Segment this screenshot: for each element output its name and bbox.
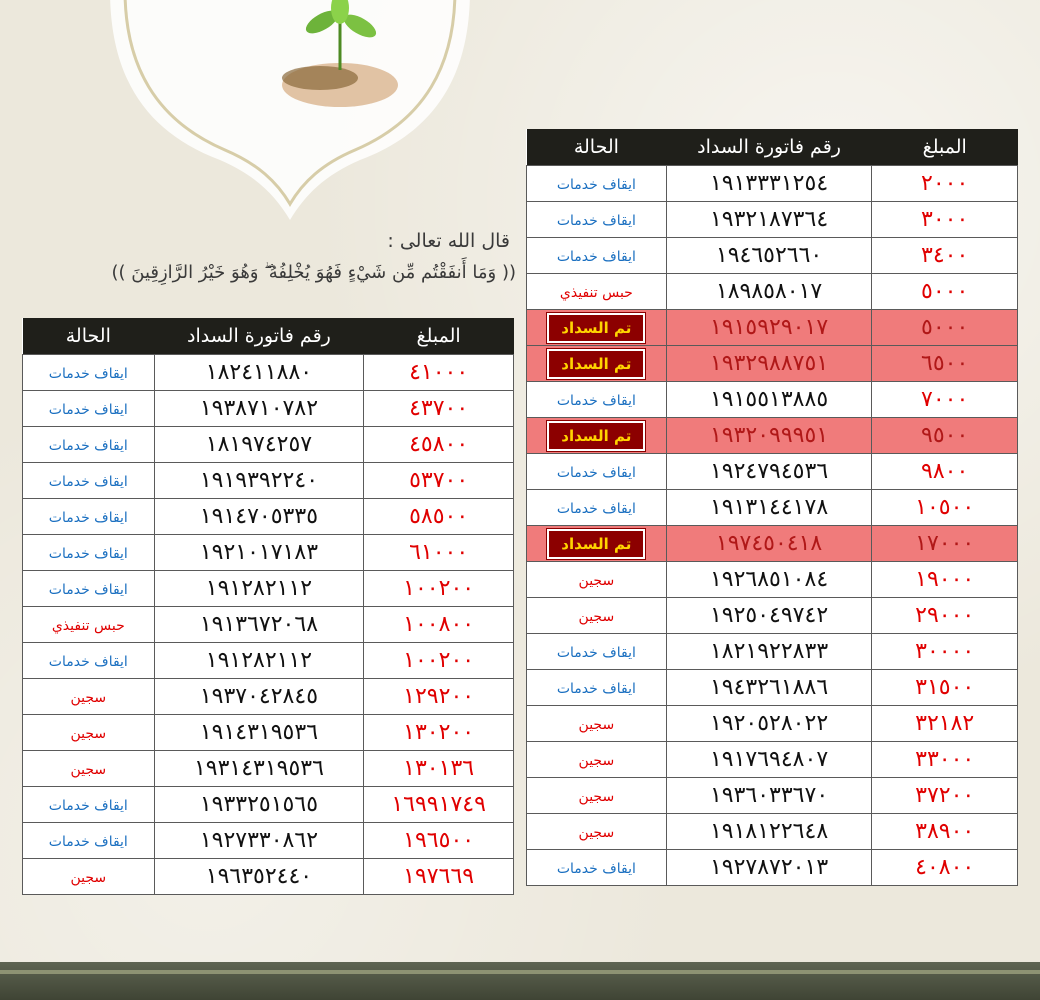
status-label: ايقاف خدمات	[48, 366, 128, 382]
status-cell	[527, 310, 667, 346]
amount-cell: ٥٠٠٠	[872, 310, 1018, 346]
amount-cell: ٣٧٢٠٠	[872, 778, 1018, 814]
status-cell	[23, 715, 155, 751]
invoice-cell: ١٩٣٢٩٨٨٧٥١	[666, 346, 872, 382]
status-label: حبس تنفيذي	[559, 285, 633, 301]
amount-cell: ٣٢١٨٢	[872, 706, 1018, 742]
invoice-cell: ١٩٢٧٨٧٢٠١٣	[666, 850, 872, 886]
status-label: ايقاف خدمات	[48, 582, 128, 598]
status-label: ايقاف خدمات	[556, 501, 636, 517]
status-cell	[23, 607, 155, 643]
table-row	[23, 463, 514, 499]
status-cell	[527, 166, 667, 202]
table-row	[527, 490, 1018, 526]
header-status: الحالة	[527, 129, 667, 166]
amount-cell: ١٠٠٨٠٠	[364, 607, 514, 643]
table-row	[527, 850, 1018, 886]
amount-cell: ٣٠٠٠	[872, 202, 1018, 238]
status-label: ايقاف خدمات	[556, 177, 636, 193]
table-row	[527, 634, 1018, 670]
invoice-cell: ١٩٧٤٥٠٤١٨	[666, 526, 872, 562]
status-label: سجين	[578, 717, 615, 733]
header-invoice: رقم فاتورة السداد	[154, 318, 364, 355]
invoice-cell: ١٩١٢٨٢١١٢	[154, 643, 364, 679]
table-body	[23, 355, 514, 895]
invoice-cell: ١٩٣٨٧١٠٧٨٢	[154, 391, 364, 427]
status-label: ايقاف خدمات	[556, 861, 636, 877]
invoice-cell: ١٩٣٢١٨٧٣٦٤	[666, 202, 872, 238]
invoice-cell: ١٩١٣٦٧٢٠٦٨	[154, 607, 364, 643]
table-row	[23, 643, 514, 679]
status-cell	[23, 787, 155, 823]
status-label: ايقاف خدمات	[48, 474, 128, 490]
amount-cell: ٢٠٠٠	[872, 166, 1018, 202]
status-cell	[23, 427, 155, 463]
paid-badge: تم السداد	[547, 313, 645, 343]
status-label: ايقاف خدمات	[556, 681, 636, 697]
invoice-cell: ١٩١٨١٢٢٦٤٨	[666, 814, 872, 850]
amount-cell: ٣٤٠٠	[872, 238, 1018, 274]
amount-cell: ١٩٦٥٠٠	[364, 823, 514, 859]
invoice-cell: ١٩١٣١٤٤١٧٨	[666, 490, 872, 526]
status-label: ايقاف خدمات	[556, 213, 636, 229]
footer-stripe	[0, 970, 1040, 974]
invoice-cell: ١٩١٤٧٠٥٣٣٥	[154, 499, 364, 535]
amount-cell: ٩٥٠٠	[872, 418, 1018, 454]
status-label: سجين	[578, 573, 615, 589]
invoice-cell: ١٩٦٣٥٢٤٤٠	[154, 859, 364, 895]
amount-cell: ٥٠٠٠	[872, 274, 1018, 310]
status-label: ايقاف خدمات	[48, 402, 128, 418]
invoice-cell: ١٩٢٧٣٣٠٨٦٢	[154, 823, 364, 859]
header-status: الحالة	[23, 318, 155, 355]
status-cell	[23, 391, 155, 427]
status-cell	[527, 742, 667, 778]
status-cell	[527, 706, 667, 742]
table-row	[527, 238, 1018, 274]
table-body	[527, 166, 1018, 886]
status-label: ايقاف خدمات	[48, 834, 128, 850]
invoice-cell: ١٩٣٣٢٥١٥٦٥	[154, 787, 364, 823]
amount-cell: ١٣٠١٣٦	[364, 751, 514, 787]
status-cell	[527, 238, 667, 274]
amount-cell: ٥٣٧٠٠	[364, 463, 514, 499]
payments-table-right	[526, 129, 1018, 886]
table-row	[527, 166, 1018, 202]
header-amount: المبلغ	[872, 129, 1018, 166]
table-header-row	[23, 318, 514, 355]
status-label: ايقاف خدمات	[48, 798, 128, 814]
status-cell	[527, 778, 667, 814]
status-cell	[527, 670, 667, 706]
status-cell	[23, 859, 155, 895]
table-row	[527, 310, 1018, 346]
status-cell	[527, 382, 667, 418]
status-label: ايقاف خدمات	[556, 393, 636, 409]
table-row	[23, 751, 514, 787]
status-cell	[23, 463, 155, 499]
invoice-cell: ١٨٩٨٥٨٠١٧	[666, 274, 872, 310]
status-label: سجين	[578, 609, 615, 625]
invoice-cell: ١٨١٩٧٤٢٥٧	[154, 427, 364, 463]
status-cell	[23, 355, 155, 391]
table-row	[527, 670, 1018, 706]
invoice-cell: ١٩٢٥٠٤٩٧٤٢	[666, 598, 872, 634]
invoice-cell: ١٩٢٤٧٩٤٥٣٦	[666, 454, 872, 490]
amount-cell: ١٠٥٠٠	[872, 490, 1018, 526]
amount-cell: ١٧٠٠٠	[872, 526, 1018, 562]
status-label: ايقاف خدمات	[556, 465, 636, 481]
invoice-cell: ١٨٢١٩٢٢٨٣٣	[666, 634, 872, 670]
table-row	[527, 418, 1018, 454]
invoice-cell: ١٩٣٢٠٩٩٩٥١	[666, 418, 872, 454]
paid-badge: تم السداد	[547, 349, 645, 379]
paid-badge: تم السداد	[547, 529, 645, 559]
status-label: سجين	[578, 789, 615, 805]
amount-cell: ٦١٠٠٠	[364, 535, 514, 571]
status-label: سجين	[70, 690, 107, 706]
table-row	[527, 202, 1018, 238]
invoice-cell: ١٩٢١٠١٧١٨٣	[154, 535, 364, 571]
footer-band	[0, 962, 1040, 1000]
amount-cell: ١٢٩٢٠٠	[364, 679, 514, 715]
table-row	[527, 598, 1018, 634]
status-label: سجين	[70, 870, 107, 886]
decorative-arch-with-plant-icon	[70, 0, 510, 230]
invoice-cell: ١٩٣٧٠٤٢٨٤٥	[154, 679, 364, 715]
status-label: ايقاف خدمات	[556, 645, 636, 661]
status-cell	[527, 598, 667, 634]
table-row	[527, 742, 1018, 778]
status-label: ايقاف خدمات	[556, 249, 636, 265]
status-label: سجين	[578, 753, 615, 769]
status-cell	[23, 643, 155, 679]
table-row	[23, 427, 514, 463]
status-cell	[23, 499, 155, 535]
table-header-row	[527, 129, 1018, 166]
table-row	[527, 526, 1018, 562]
invoice-cell: ١٩١٥٥١٣٨٨٥	[666, 382, 872, 418]
table-row	[527, 814, 1018, 850]
table-row	[527, 562, 1018, 598]
amount-cell: ٩٨٠٠	[872, 454, 1018, 490]
invoice-cell: ١٨٢٤١١٨٨٠	[154, 355, 364, 391]
amount-cell: ٣٣٠٠٠	[872, 742, 1018, 778]
table-row	[527, 706, 1018, 742]
amount-cell: ١٣٠٢٠٠	[364, 715, 514, 751]
verse-intro: قال الله تعالى :	[387, 230, 510, 252]
table-row	[23, 859, 514, 895]
amount-cell: ٤٥٨٠٠	[364, 427, 514, 463]
status-cell	[23, 571, 155, 607]
status-label: سجين	[70, 762, 107, 778]
status-cell	[527, 850, 667, 886]
amount-cell: ٣٠٠٠٠	[872, 634, 1018, 670]
invoice-cell: ١٩٣١٤٣١٩٥٣٦	[154, 751, 364, 787]
invoice-cell: ١٩١٤٣١٩٥٣٦	[154, 715, 364, 751]
invoice-cell: ١٩٤٦٥٢٦٦٠	[666, 238, 872, 274]
table-row	[23, 355, 514, 391]
table-row	[527, 382, 1018, 418]
payments-table-left	[22, 318, 514, 895]
status-label: ايقاف خدمات	[48, 438, 128, 454]
amount-cell: ٣٨٩٠٠	[872, 814, 1018, 850]
status-cell	[527, 454, 667, 490]
amount-cell: ٤٠٨٠٠	[872, 850, 1018, 886]
amount-cell: ٥٨٥٠٠	[364, 499, 514, 535]
quran-verse	[30, 230, 520, 283]
table-row	[527, 778, 1018, 814]
amount-cell: ٧٠٠٠	[872, 382, 1018, 418]
table-row	[527, 454, 1018, 490]
table-row	[23, 499, 514, 535]
table-row	[23, 391, 514, 427]
amount-cell: ١٠٠٢٠٠	[364, 571, 514, 607]
status-label: سجين	[578, 825, 615, 841]
amount-cell: ٦٥٠٠	[872, 346, 1018, 382]
status-cell	[527, 418, 667, 454]
status-cell	[23, 751, 155, 787]
verse-text: (( وَمَا أَنفَقْتُم مِّن شَيْءٍ فَهُوَ يُخْلِفُهُ ۖ وَهُوَ خَيْرُ الرَّازِقِينَ ))	[111, 262, 516, 283]
invoice-cell: ١٩١٩٣٩٢٢٤٠	[154, 463, 364, 499]
status-cell	[527, 274, 667, 310]
amount-cell: ١٩٠٠٠	[872, 562, 1018, 598]
status-cell	[23, 535, 155, 571]
status-label: سجين	[70, 726, 107, 742]
invoice-cell: ١٩٣٦٠٣٣٦٧٠	[666, 778, 872, 814]
status-cell	[527, 490, 667, 526]
amount-cell: ١٠٠٢٠٠	[364, 643, 514, 679]
amount-cell: ٤٣٧٠٠	[364, 391, 514, 427]
status-cell	[527, 814, 667, 850]
table-row	[527, 274, 1018, 310]
header-invoice: رقم فاتورة السداد	[666, 129, 872, 166]
table-row	[23, 535, 514, 571]
table-row	[23, 787, 514, 823]
status-cell	[23, 679, 155, 715]
status-label: ايقاف خدمات	[48, 546, 128, 562]
status-label: ايقاف خدمات	[48, 510, 128, 526]
amount-cell: ٤١٠٠٠	[364, 355, 514, 391]
status-cell	[527, 562, 667, 598]
amount-cell: ١٦٩٩١٧٤٩	[364, 787, 514, 823]
invoice-cell: ١٩١٧٦٩٤٨٠٧	[666, 742, 872, 778]
status-label: حبس تنفيذي	[51, 618, 125, 634]
invoice-cell: ١٩١٢٨٢١١٢	[154, 571, 364, 607]
paid-badge: تم السداد	[547, 421, 645, 451]
table-row	[23, 571, 514, 607]
header-amount: المبلغ	[364, 318, 514, 355]
status-cell	[527, 202, 667, 238]
status-cell	[23, 823, 155, 859]
amount-cell: ٣١٥٠٠	[872, 670, 1018, 706]
status-cell	[527, 346, 667, 382]
invoice-cell: ١٩٢٦٨٥١٠٨٤	[666, 562, 872, 598]
table-row	[527, 346, 1018, 382]
invoice-cell: ١٩٢٠٥٢٨٠٢٢	[666, 706, 872, 742]
table-row	[23, 823, 514, 859]
table-row	[23, 679, 514, 715]
amount-cell: ١٩٧٦٦٩	[364, 859, 514, 895]
invoice-cell: ١٩٤٣٢٦١٨٨٦	[666, 670, 872, 706]
invoice-cell: ١٩١٣٣٣١٢٥٤	[666, 166, 872, 202]
amount-cell: ٢٩٠٠٠	[872, 598, 1018, 634]
table-row	[23, 607, 514, 643]
status-cell	[527, 634, 667, 670]
table-row	[23, 715, 514, 751]
status-label: ايقاف خدمات	[48, 654, 128, 670]
invoice-cell: ١٩١٥٩٢٩٠١٧	[666, 310, 872, 346]
status-cell	[527, 526, 667, 562]
